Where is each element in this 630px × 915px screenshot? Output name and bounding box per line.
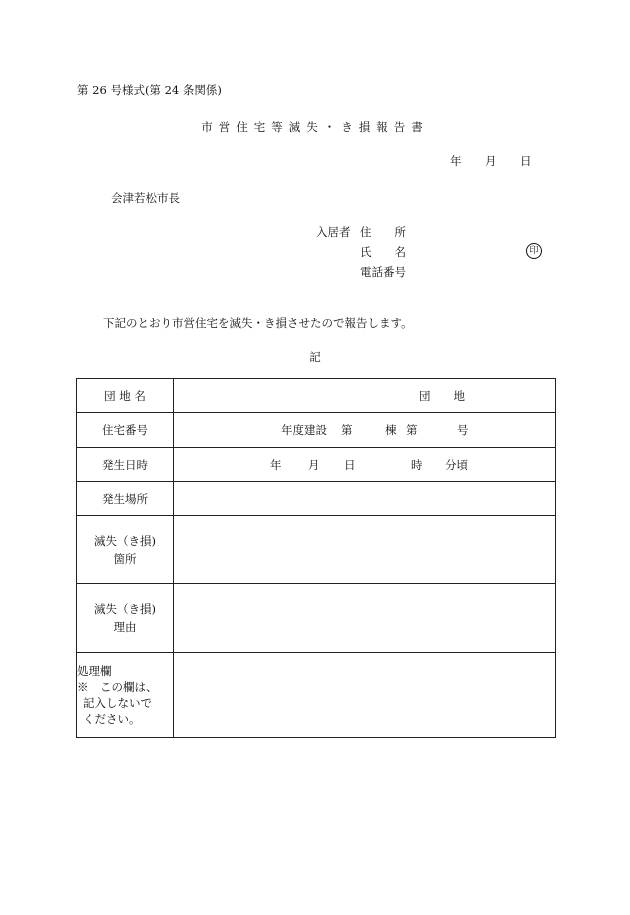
report-table [76,378,556,738]
name-label: 氏 名 [360,245,406,259]
danchi-label: 団 地 名 [77,379,174,413]
house-number-value-field[interactable] [174,413,556,448]
seal-mark: 印 [526,243,542,259]
row-danchi [77,379,556,413]
phone-label: 電話番号 [360,265,406,279]
document-title: 市営住宅等滅失・き損報告書 [201,120,429,134]
processing-note-line2: 記入しないで [83,696,152,710]
occurred-hour-label: 時 [411,457,423,472]
processing-note-line3: ください。 [83,712,141,726]
place-value-field[interactable] [174,482,556,516]
dai-label-1: 第 [341,423,353,437]
row-house-number [77,413,556,448]
loss-reason-label-line2: 理由 [113,620,137,634]
occurred-month-label: 月 [308,457,320,472]
gou-label: 号 [457,423,469,437]
dai-label-2: 第 [406,423,418,437]
address-label: 住 所 [360,225,406,239]
row-loss-location [77,516,556,584]
occurred-at-label: 発生日時 [77,448,174,482]
date-month-label: 月 [485,154,497,168]
loss-location-label-line2: 箇所 [113,551,137,566]
body-text: 下記のとおり市営住宅を滅失・き損させたので報告します。 [103,316,413,330]
processing-label-cell [77,653,174,738]
processing-label: 処理欄 [77,664,112,678]
occurred-minute-label: 分頃 [445,457,468,472]
danchi-suffix: 団 地 [419,388,465,403]
occurred-at-value-field[interactable] [174,448,556,482]
row-loss-reason [77,584,556,653]
place-label: 発生場所 [77,482,174,516]
processing-value-field [174,653,556,738]
processing-note-line1: ※ この欄は、 [77,680,158,694]
ki-heading: 記 [309,350,321,364]
date-day-label: 日 [520,154,532,168]
loss-reason-value-field[interactable] [174,584,556,653]
occurred-year-label: 年 [270,457,282,472]
addressee: 会津若松市長 [111,191,180,205]
loss-location-value-field[interactable] [174,516,556,584]
tou-label: 棟 [385,423,397,437]
form-number: 第 26 号様式(第 24 条関係) [77,83,222,97]
occurred-day-label: 日 [344,457,356,472]
loss-reason-label-line1: 滅失（き損) [94,602,156,616]
row-place [77,482,556,516]
house-number-label: 住宅番号 [77,413,174,448]
danchi-value-field[interactable] [174,379,556,413]
nendo-label: 年度建設 [281,423,327,437]
date-year-label: 年 [450,154,462,168]
row-occurred-at [77,448,556,482]
applicant-heading: 入居者 [316,225,351,239]
loss-location-label [77,516,174,584]
row-processing [77,653,556,738]
loss-location-label-line1: 滅失（き損) [94,533,156,548]
loss-reason-label [77,584,174,653]
